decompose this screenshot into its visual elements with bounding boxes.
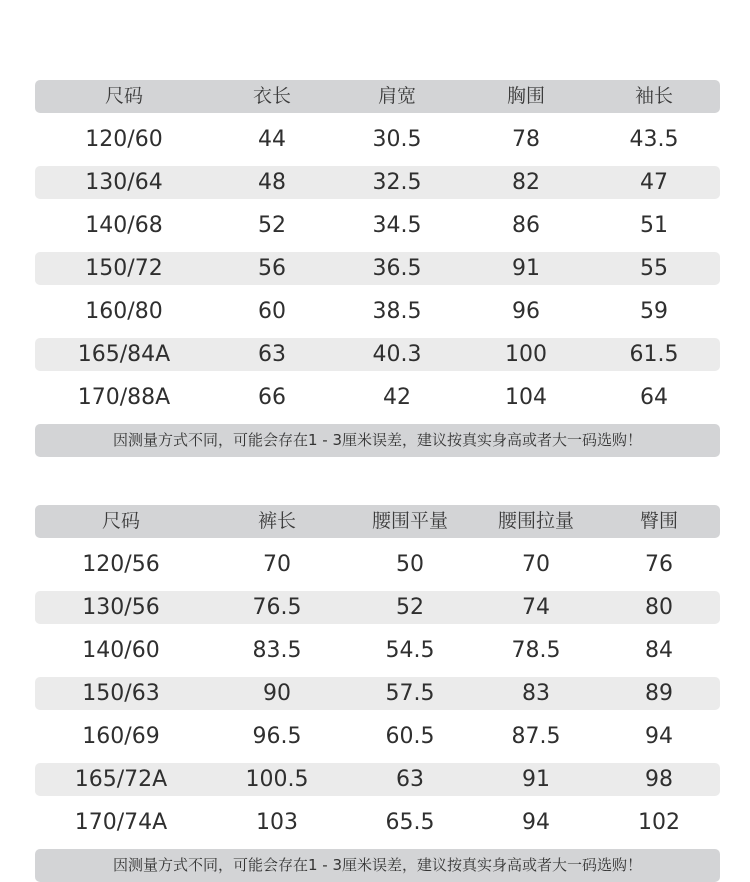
table-cell: 91 bbox=[522, 767, 550, 792]
note-text: 因测量方式不同，可能会存在1 - 3厘米误差，建议按真实身高或者大一码选购！ bbox=[112, 431, 643, 449]
note-text: 因测量方式不同，可能会存在1 - 3厘米误差，建议按真实身高或者大一码选购！ bbox=[112, 856, 643, 874]
table-cell: 61.5 bbox=[629, 342, 679, 367]
table-cell: 70 bbox=[522, 552, 550, 577]
table-row bbox=[35, 758, 720, 801]
table-cell: 63 bbox=[258, 342, 286, 367]
table-cell: 76 bbox=[645, 552, 673, 577]
table-cell: 130/56 bbox=[82, 595, 160, 620]
table-cell: 120/60 bbox=[85, 127, 163, 152]
table-cell: 160/69 bbox=[82, 724, 160, 749]
table-cell: 100 bbox=[505, 342, 547, 367]
header-cell: 胸围 bbox=[506, 85, 546, 107]
table-cell: 94 bbox=[522, 810, 550, 835]
table-cell: 34.5 bbox=[372, 213, 422, 238]
table-cell: 150/72 bbox=[85, 256, 163, 281]
header-cell: 裤长 bbox=[257, 510, 297, 532]
table-cell: 120/56 bbox=[82, 552, 160, 577]
table-header bbox=[35, 500, 720, 543]
table-cell: 98 bbox=[645, 767, 673, 792]
table-row bbox=[35, 118, 720, 161]
table-cell: 51 bbox=[640, 213, 668, 238]
table-cell: 42 bbox=[383, 385, 411, 410]
table-cell: 82 bbox=[512, 170, 540, 195]
table-cell: 96.5 bbox=[252, 724, 302, 749]
table-cell: 100.5 bbox=[245, 767, 309, 792]
table-cell: 32.5 bbox=[372, 170, 422, 195]
table-cell: 140/60 bbox=[82, 638, 160, 663]
header-cell: 腰围平量 bbox=[371, 510, 449, 532]
table-cell: 36.5 bbox=[372, 256, 422, 281]
table-cell: 89 bbox=[645, 681, 673, 706]
table-row bbox=[35, 376, 720, 419]
table-cell: 170/74A bbox=[74, 810, 168, 835]
table-cell: 52 bbox=[258, 213, 286, 238]
table-row bbox=[35, 247, 720, 290]
table-cell: 102 bbox=[638, 810, 680, 835]
table-cell: 74 bbox=[522, 595, 550, 620]
table-cell: 96 bbox=[512, 299, 540, 324]
table-row bbox=[35, 801, 720, 844]
table-cell: 165/72A bbox=[74, 767, 168, 792]
header-cell: 袖长 bbox=[634, 85, 674, 107]
table-cell: 78.5 bbox=[511, 638, 561, 663]
table-cell: 59 bbox=[640, 299, 668, 324]
table-row bbox=[35, 543, 720, 586]
table-cell: 103 bbox=[256, 810, 298, 835]
table-cell: 54.5 bbox=[385, 638, 435, 663]
table-cell: 65.5 bbox=[385, 810, 435, 835]
table-cell: 66 bbox=[258, 385, 286, 410]
table-cell: 160/80 bbox=[85, 299, 163, 324]
table-row bbox=[35, 204, 720, 247]
table-cell: 64 bbox=[640, 385, 668, 410]
table-row bbox=[35, 161, 720, 204]
top-size-table bbox=[35, 75, 720, 419]
table-cell: 76.5 bbox=[252, 595, 302, 620]
measurement-note bbox=[35, 849, 720, 882]
table-cell: 84 bbox=[645, 638, 673, 663]
table-cell: 40.3 bbox=[372, 342, 422, 367]
table-cell: 56 bbox=[258, 256, 286, 281]
table-cell: 80 bbox=[645, 595, 673, 620]
table-cell: 60 bbox=[258, 299, 286, 324]
table-cell: 78 bbox=[512, 127, 540, 152]
table-row bbox=[35, 629, 720, 672]
table-cell: 83 bbox=[522, 681, 550, 706]
table-cell: 87.5 bbox=[511, 724, 561, 749]
table-row bbox=[35, 290, 720, 333]
table-cell: 43.5 bbox=[629, 127, 679, 152]
table-cell: 83.5 bbox=[252, 638, 302, 663]
table-cell: 50 bbox=[396, 552, 424, 577]
table-row bbox=[35, 333, 720, 376]
table-cell: 30.5 bbox=[372, 127, 422, 152]
bottom-size-table bbox=[35, 500, 720, 844]
table-cell: 44 bbox=[258, 127, 286, 152]
measurement-note bbox=[35, 424, 720, 457]
table-row bbox=[35, 672, 720, 715]
table-header bbox=[35, 75, 720, 118]
table-cell: 165/84A bbox=[77, 342, 171, 367]
table-cell: 91 bbox=[512, 256, 540, 281]
table-cell: 38.5 bbox=[372, 299, 422, 324]
header-cell: 衣长 bbox=[252, 85, 292, 107]
table-cell: 86 bbox=[512, 213, 540, 238]
table-cell: 130/64 bbox=[85, 170, 163, 195]
table-cell: 47 bbox=[640, 170, 668, 195]
header-cell: 臀围 bbox=[639, 510, 679, 532]
header-cell: 尺码 bbox=[101, 510, 141, 532]
header-cell: 肩宽 bbox=[377, 85, 417, 107]
header-cell: 尺码 bbox=[104, 85, 144, 107]
table-cell: 48 bbox=[258, 170, 286, 195]
table-row bbox=[35, 586, 720, 629]
table-row bbox=[35, 715, 720, 758]
header-cell: 腰围拉量 bbox=[497, 510, 575, 532]
table-cell: 150/63 bbox=[82, 681, 160, 706]
table-cell: 94 bbox=[645, 724, 673, 749]
table-cell: 52 bbox=[396, 595, 424, 620]
table-cell: 57.5 bbox=[385, 681, 435, 706]
table-cell: 170/88A bbox=[77, 385, 171, 410]
table-cell: 63 bbox=[396, 767, 424, 792]
table-cell: 55 bbox=[640, 256, 668, 281]
table-cell: 140/68 bbox=[85, 213, 163, 238]
table-cell: 90 bbox=[263, 681, 291, 706]
table-cell: 104 bbox=[505, 385, 547, 410]
table-cell: 60.5 bbox=[385, 724, 435, 749]
table-cell: 70 bbox=[263, 552, 291, 577]
